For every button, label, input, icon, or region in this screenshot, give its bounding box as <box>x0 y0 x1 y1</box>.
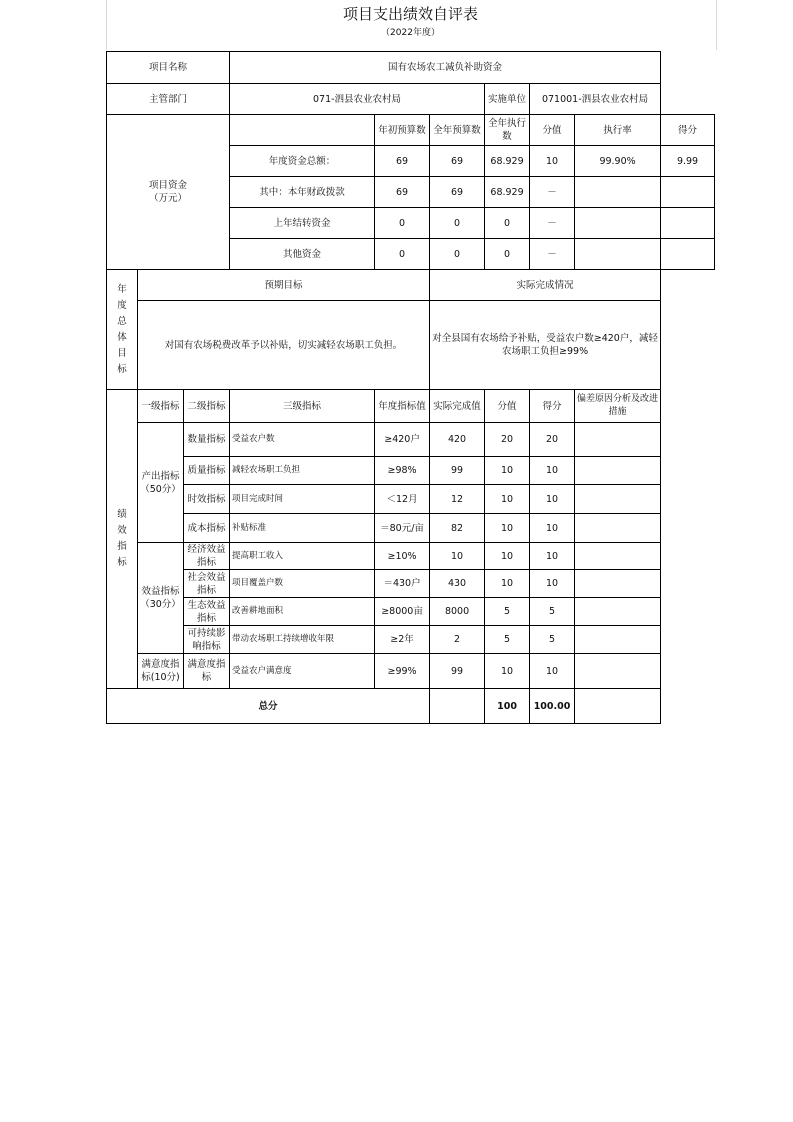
perf-target: ≥99% <box>375 654 430 689</box>
funds-row-annual: 0 <box>430 208 485 239</box>
perf-level3: 提高职工收入 <box>230 543 375 570</box>
perf-note <box>575 543 661 570</box>
perf-value: 10 <box>485 570 530 598</box>
total-score: 100.00 <box>530 689 575 724</box>
perf-header-0: 一级指标 <box>138 390 184 423</box>
perf-label: 绩 效 指 标 <box>107 390 138 689</box>
funds-row-score-value: － <box>530 208 575 239</box>
goals-expected-header: 预期目标 <box>138 270 430 301</box>
perf-group-name: 效益指标 （30分） <box>138 543 184 654</box>
perf-score: 20 <box>530 423 575 457</box>
perf-value: 20 <box>485 423 530 457</box>
funds-row-rate <box>575 208 661 239</box>
funds-row-initial: 0 <box>375 208 430 239</box>
perf-target: ＜12月 <box>375 485 430 514</box>
total-note <box>575 689 661 724</box>
perf-level3: 项目完成时间 <box>230 485 375 514</box>
funds-label: 项目资金 （万元） <box>107 115 230 270</box>
perf-actual: 420 <box>430 423 485 457</box>
perf-level3: 受益农户满意度 <box>230 654 375 689</box>
funds-row-initial: 69 <box>375 177 430 208</box>
funds-row-initial: 0 <box>375 239 430 270</box>
funds-row-score: 9.99 <box>661 146 715 177</box>
perf-target: ≥98% <box>375 457 430 485</box>
funds-row-rate <box>575 239 661 270</box>
perf-value: 10 <box>485 485 530 514</box>
perf-score: 10 <box>530 457 575 485</box>
perf-actual: 8000 <box>430 598 485 626</box>
perf-header-5: 分值 <box>485 390 530 423</box>
perf-score: 5 <box>530 598 575 626</box>
perf-level3: 减轻农场职工负担 <box>230 457 375 485</box>
perf-value: 5 <box>485 626 530 654</box>
perf-score: 10 <box>530 514 575 543</box>
perf-level2: 满意度指 标 <box>184 654 230 689</box>
perf-score: 5 <box>530 626 575 654</box>
perf-note <box>575 654 661 689</box>
perf-level2: 时效指标 <box>184 485 230 514</box>
funds-row-executed: 68.929 <box>485 146 530 177</box>
perf-level2: 经济效益 指标 <box>184 543 230 570</box>
perf-level3: 受益农户数 <box>230 423 375 457</box>
goals-actual-text: 对全县国有农场给予补贴，受益农户数≥420户，减轻农场职工负担≥99% <box>430 301 661 390</box>
perf-target: ≥10% <box>375 543 430 570</box>
perf-header-4: 实际完成值 <box>430 390 485 423</box>
perf-target: ＝430户 <box>375 570 430 598</box>
funds-row-annual: 69 <box>430 146 485 177</box>
total-value: 100 <box>485 689 530 724</box>
perf-note <box>575 626 661 654</box>
dept-label: 主管部门 <box>107 84 230 115</box>
goals-expected-text: 对国有农场税费改革予以补贴，切实减轻农场职工负担。 <box>138 301 430 390</box>
perf-actual: 10 <box>430 543 485 570</box>
perf-note <box>575 570 661 598</box>
perf-note <box>575 423 661 457</box>
funds-row-rate <box>575 177 661 208</box>
perf-score: 10 <box>530 570 575 598</box>
funds-header-2: 全年执行数 <box>485 115 530 146</box>
perf-target: ≥2年 <box>375 626 430 654</box>
perf-level3: 改善耕地面积 <box>230 598 375 626</box>
perf-group-name: 满意度指 标(10分) <box>138 654 184 689</box>
funds-header-1: 全年预算数 <box>430 115 485 146</box>
evaluation-table <box>106 51 715 724</box>
funds-header-3: 分值 <box>530 115 575 146</box>
total-blank <box>430 689 485 724</box>
perf-note <box>575 598 661 626</box>
perf-header-3: 年度指标值 <box>375 390 430 423</box>
impl-value: 071001-泗县农业农村局 <box>530 84 661 115</box>
goals-actual-header: 实际完成情况 <box>430 270 661 301</box>
perf-target: ＝80元/亩 <box>375 514 430 543</box>
perf-header-6: 得分 <box>530 390 575 423</box>
perf-note <box>575 457 661 485</box>
funds-row-initial: 69 <box>375 146 430 177</box>
perf-value: 10 <box>485 514 530 543</box>
perf-level2: 社会效益 指标 <box>184 570 230 598</box>
perf-score: 10 <box>530 485 575 514</box>
perf-level2: 成本指标 <box>184 514 230 543</box>
perf-level2: 质量指标 <box>184 457 230 485</box>
goals-label: 年 度 总 体 目 标 <box>107 270 138 390</box>
impl-label: 实施单位 <box>485 84 530 115</box>
perf-score: 10 <box>530 543 575 570</box>
perf-score: 10 <box>530 654 575 689</box>
funds-row-name: 上年结转资金 <box>230 208 375 239</box>
funds-row-score-value: － <box>530 177 575 208</box>
perf-actual: 12 <box>430 485 485 514</box>
perf-level3: 带动农场职工持续增收年限 <box>230 626 375 654</box>
project-name-value: 国有农场农工减负补助资金 <box>230 52 661 84</box>
perf-value: 10 <box>485 457 530 485</box>
funds-row-annual: 0 <box>430 239 485 270</box>
perf-note <box>575 485 661 514</box>
perf-level3: 项目覆盖户数 <box>230 570 375 598</box>
page-subtitle-year: （2022年度） <box>381 28 440 38</box>
perf-header-1: 二级指标 <box>184 390 230 423</box>
perf-value: 10 <box>485 543 530 570</box>
perf-group-name: 产出指标 （50分） <box>138 423 184 543</box>
funds-header-0: 年初预算数 <box>375 115 430 146</box>
funds-row-annual: 69 <box>430 177 485 208</box>
total-label: 总分 <box>107 689 430 724</box>
perf-header-7: 偏差原因分析及改进措施 <box>575 390 661 423</box>
funds-row-name: 其他资金 <box>230 239 375 270</box>
perf-level2: 可持续影 响指标 <box>184 626 230 654</box>
perf-actual: 2 <box>430 626 485 654</box>
perf-actual: 82 <box>430 514 485 543</box>
funds-row-name: 年度资金总额： <box>230 146 375 177</box>
perf-value: 10 <box>485 654 530 689</box>
perf-level2: 生态效益 指标 <box>184 598 230 626</box>
funds-row-executed: 68.929 <box>485 177 530 208</box>
perf-actual: 430 <box>430 570 485 598</box>
perf-value: 5 <box>485 598 530 626</box>
funds-row-score-value: 10 <box>530 146 575 177</box>
dept-value: 071-泗县农业农村局 <box>230 84 485 115</box>
perf-header-2: 三级指标 <box>230 390 375 423</box>
perf-note <box>575 514 661 543</box>
project-name-label: 项目名称 <box>107 52 230 84</box>
funds-row-score <box>661 239 715 270</box>
perf-target: ≥8000亩 <box>375 598 430 626</box>
funds-header-4: 执行率 <box>575 115 661 146</box>
perf-actual: 99 <box>430 654 485 689</box>
perf-level2: 数量指标 <box>184 423 230 457</box>
funds-row-name: 其中：本年财政拨款 <box>230 177 375 208</box>
funds-header-blank <box>230 115 375 146</box>
page-title: 项目支出绩效自评表 <box>342 5 478 23</box>
funds-header-5: 得分 <box>661 115 715 146</box>
funds-row-score-value: － <box>530 239 575 270</box>
funds-row-score <box>661 177 715 208</box>
funds-row-score <box>661 208 715 239</box>
perf-target: ≥420户 <box>375 423 430 457</box>
funds-row-rate: 99.90% <box>575 146 661 177</box>
perf-level3: 补贴标准 <box>230 514 375 543</box>
funds-row-executed: 0 <box>485 208 530 239</box>
perf-actual: 99 <box>430 457 485 485</box>
funds-row-executed: 0 <box>485 239 530 270</box>
